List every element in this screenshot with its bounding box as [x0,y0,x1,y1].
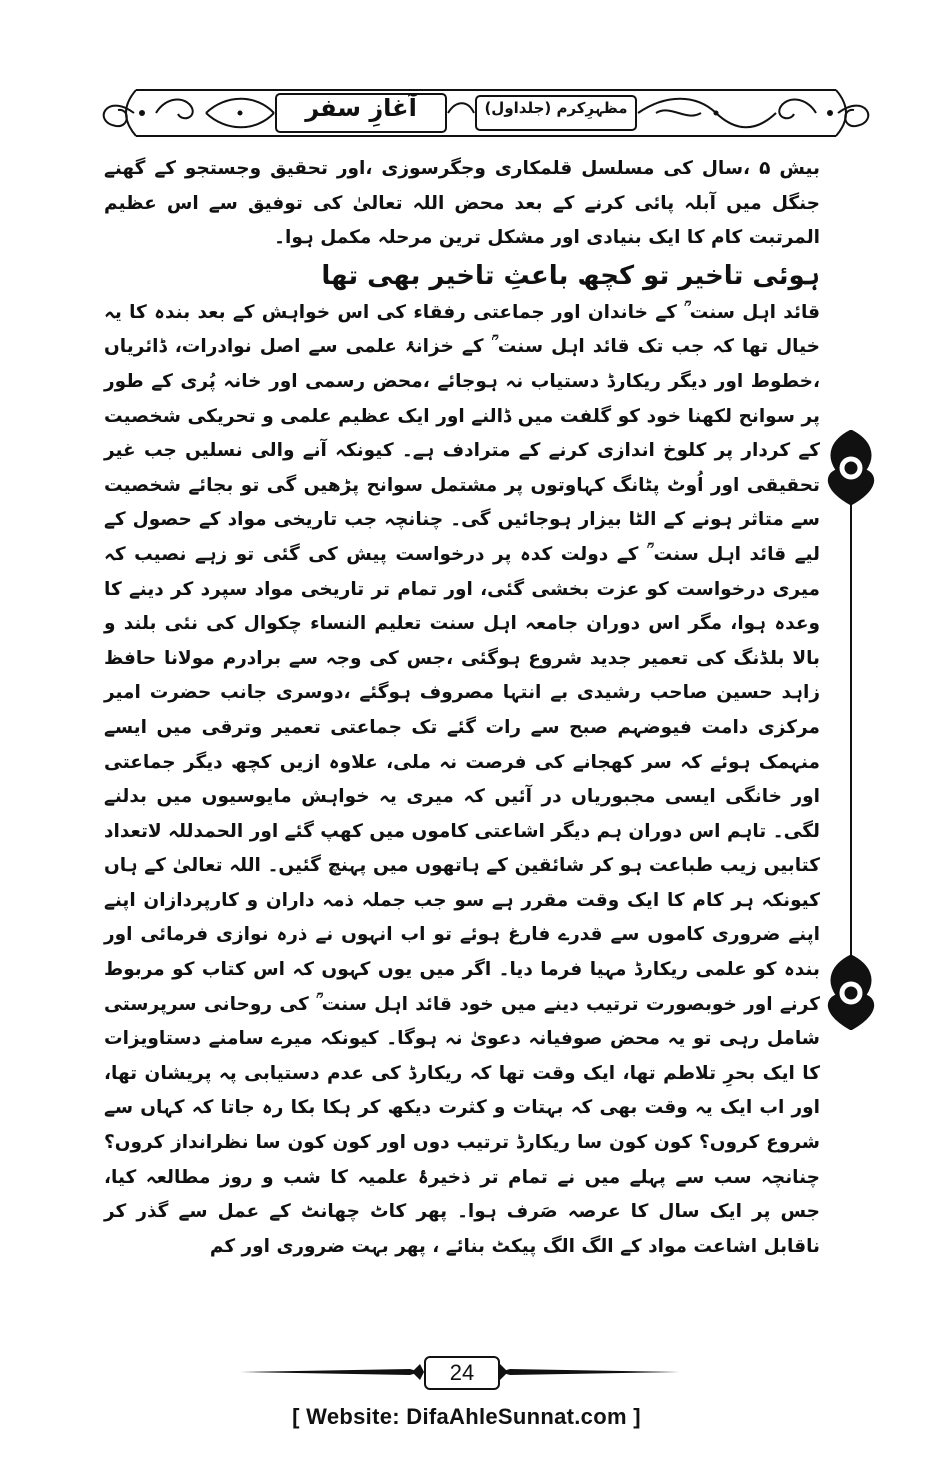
main-paragraph: قائد اہل سنت ؒ کے خاندان اور جماعتی رفقاء کی اس خواہش کے بعد بندہ کا یہ خیال تھا کہ جب تک قائد اہل سنت ؒ کے خزانۂ علمی سے اصل نوادرات، ڈائریاں ،خطوط اور دیگر ریکارڈ دستیاب نہ ہوجائے ،محض رسمی اور خانہ پُری کے طور پر سوانح لکھنا خود کو گلفت میں ڈالنے اور ایک عظیم علمی و تحریکی شخصیت کے کردار پر کلوخ اندازی کرنے کے مترادف ہے۔ کیونکہ آنے والی نسلیں جب غیر تحقیقی اور اُوٹ پٹانگ کہاوتوں پر مشتمل سوانح پڑھیں گی تو بجائے شخصیت سے متاثر ہونے کے الٹا بیزار ہوجائیں گی۔ چنانچہ جب تاریخی مواد کے حصول کے لیے قائد اہل سنت ؒ کے دولت کدہ پر درخواست پیش کی گئی تو زہے نصیب کہ میری درخواست کو عزت بخشی گئی، اور تمام تر تاریخی مواد سپرد کر دینے کا وعدہ ہوا، مگر اس دوران جامعہ اہل سنت تعلیم النساء چکوال کی نئی بلند و بالا بلڈنگ کی تعمیر جدید شروع ہوگئی ،جس کی وجہ سے برادرم مولانا حافظ زاہد حسین صاحب رشیدی بے انتہا مصروف ہوگئے ،دوسری جانب حضرت امیر مرکزی دامت فیوضہم صبح سے رات گئے تک جماعتی تعمیر وترقی میں ایسے منہمک ہوئے کہ سر کھجانے کی فرصت نہ ملی، علاوہ ازیں کچھ دیگر جماعتی اور خانگی ایسی مجبوریاں در آئیں کہ میری یہ خواہش مایوسیوں میں بدلنے لگی۔ تاہم اس دوران ہم دیگر اشاعتی کاموں میں کھپ گئے اور الحمدللہ لاتعداد کتابیں زیب طباعت ہو کر شائقین کے ہاتھوں میں پہنچ گئیں۔ اللہ تعالیٰ کے ہاں کیونکہ ہر کام کا ایک وقت مقرر ہے سو جب جملہ ذمہ داران و کارپردازان اپنے اپنے ضروری کاموں سے قدرے فارغ ہوئے تو اب انہوں نے ذرہ نوازی فرمائی اور بندہ کو علمی ریکارڈ مہیا فرما دیا۔ اگر میں یوں کہوں کہ اس کتاب کو مربوط کرنے اور خوبصورت ترتیب دینے میں خود قائد اہل سنت ؒ کی روحانی سرپرستی شامل رہی تو یہ محض صوفیانہ دعویٰ نہ ہوگا۔ کیونکہ میرے سامنے دستاویزات کا ایک بحرِ تلاطم تھا، ایک وقت تھا کہ ریکارڈ کی عدم دستیابی پہ پریشان تھا، اور اب ایک یہ وقت بھی کہ بہتات و کثرت دیکھ کر ہکا بکا رہ جاتا کہ کہاں سے شروع کروں؟ کون کون سا ریکارڈ ترتیب دوں اور کون کون سا نظرانداز کروں؟ چنانچہ سب سے پہلے میں نے تمام تر ذخیرۂ علمیہ کا شب و روز مطالعہ کیا، جس پر ایک سال کا عرصہ صَرف ہوا۔ پھر کاٹ چھانٹ کے عمل سے گذر کر ناقابل اشاعت مواد کے الگ الگ پیکٹ بنائے ، پھر بہت ضروری اور کم [104,301,820,1257]
header-title: آغازِ سفر [305,94,417,122]
intro-paragraph: بیش ۵ ،سال کی مسلسل قلمکاری وجگرسوزی ،اور تحقیق وجستجو کے گھنے جنگل میں آبلہ پائی کرنے کے بعد محض اللہ تعالیٰ کی توفیق سے اس عظیم المرتبت کام کا ایک بنیادی اور مشکل ترین مرحلہ مکمل ہوا۔ [104,158,820,249]
bottom-medallion-icon [828,955,873,1030]
side-ornament [816,430,886,1030]
section-heading: ہوئی تاخیر تو کچھ باعثِ تاخیر بھی تھا [321,260,820,291]
page-number-block [240,1352,680,1392]
website-footer: [ Website: DifaAhleSunnat.com ] [292,1404,641,1429]
header-book-title: مظہرِکرم (جلداول) [484,99,628,117]
body-content [104,152,820,1264]
top-medallion-icon [828,430,873,505]
page-number: 24 [424,1356,500,1390]
page-header [96,82,876,144]
